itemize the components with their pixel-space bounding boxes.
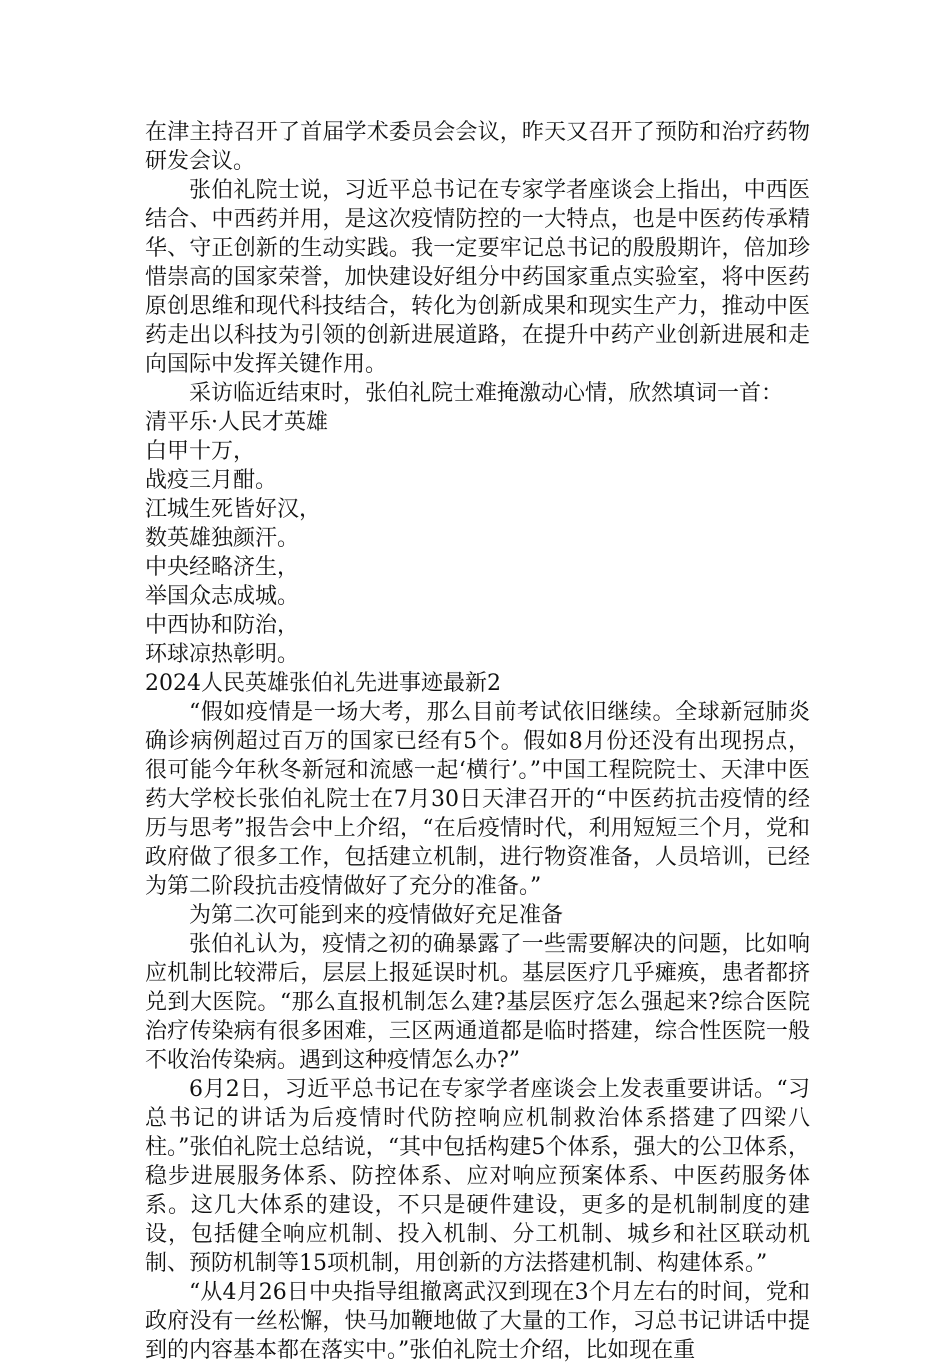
poem-line: 数英雄独颜汗。 bbox=[145, 526, 300, 551]
poem-line: 战疫三月酣。 bbox=[145, 468, 278, 493]
poem-line: 江城生死皆好汉， bbox=[145, 497, 322, 522]
section-title: 2024人民英雄张伯礼先进事迹最新2 bbox=[145, 671, 501, 696]
paragraph-interview-ending: 采访临近结束时，张伯礼院士难掩激动心情，欣然填词一首： bbox=[189, 381, 784, 406]
paragraph-pandemic-exam: “假如疫情是一场大考，那么目前考试依旧继续。全球新冠肺炎确诊病例超过百万的国家已经有5个。假如8月份还没有出现拐点，很可能今年秋冬新冠和流感一起‘横行’。”中国工程院院士、天津中医药大学校长张伯礼院士在7月30日天津召开的“中医药抗击疫情的经历与思考”报告会中上介绍，“在后疫情时代，利用短短三个月，党和政府做了很多工作，包括建立机制，进行物资准备，人员培训，已经为第二阶段抗击疫情做好了充分的准备。” bbox=[145, 700, 810, 899]
document-body bbox=[145, 118, 810, 1365]
poem-line: 中西协和防治， bbox=[145, 613, 300, 638]
poem-line: 举国众志成城。 bbox=[145, 584, 300, 609]
paragraph-continued: 在津主持召开了首届学术委员会会议，昨天又召开了预防和治疗药物研发会议。 bbox=[145, 120, 810, 174]
subheading-preparation: 为第二次可能到来的疫情做好充足准备 bbox=[189, 903, 564, 928]
paragraph-academician-statement: 张伯礼院士说，习近平总书记在专家学者座谈会上指出，中西医结合、中西药并用，是这次疫情防控的一大特点，也是中医药传承精华、守正创新的生动实践。我一定要牢记总书记的殷殷期许，倍加珍惜崇高的国家荣誉，加快建设好组分中药国家重点实验室，将中医药原创思维和现代科技结合，转化为创新成果和现实生产力，推动中医药走出以科技为引领的创新进展道路，在提升中药产业创新进展和走向国际中发挥关键作用。 bbox=[145, 178, 810, 377]
poem bbox=[145, 408, 810, 669]
paragraph-three-months: “从4月26日中央指导组撤离武汉到现在3个月左右的时间，党和政府没有一丝松懈，快马加鞭地做了大量的工作，习总书记讲话中提到的内容基本都在落实中。”张伯礼院士介绍，比如现在重 bbox=[145, 1280, 810, 1363]
poem-line: 白甲十万， bbox=[145, 439, 256, 464]
poem-line: 环球凉热彰明。 bbox=[145, 642, 300, 667]
paragraph-june-speech: 6月2日，习近平总书记在专家学者座谈会上发表重要讲话。“习总书记的讲话为后疫情时代防控响应机制救治体系搭建了四梁八柱。”张伯礼院士总结说，“其中包括构建5个体系，强大的公卫体系，稳步进展服务体系、防控体系、应对响应预案体系、中医药服务体系。这几大体系的建设，不只是硬件建设，更多的是机制制度的建设，包括健全响应机制、投入机制、分工机制、城乡和社区联动机制、预防机制等15项机制，用创新的方法搭建机制、构建体系。” bbox=[145, 1077, 810, 1276]
poem-title: 清平乐·人民才英雄 bbox=[145, 410, 328, 435]
paragraph-early-problems: 张伯礼认为，疫情之初的确暴露了一些需要解决的问题，比如响应机制比较滞后，层层上报延误时机。基层医疗几乎瘫痪，患者都挤兑到大医院。“那么直报机制怎么建?基层医疗怎么强起来?综合医院治疗传染病有很多困难，三区两通道都是临时搭建，综合性医院一般不收治传染病。遇到这种疫情怎么办?” bbox=[145, 932, 810, 1073]
poem-line: 中央经略济生， bbox=[145, 555, 300, 580]
